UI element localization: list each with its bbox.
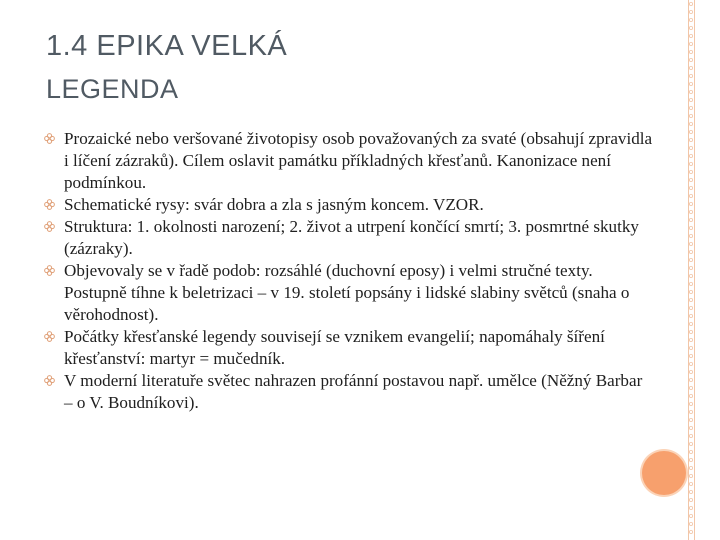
rail-dot bbox=[689, 26, 692, 29]
rail-dot bbox=[689, 226, 692, 229]
rail-dot bbox=[689, 354, 692, 357]
rail-dot bbox=[689, 394, 692, 397]
rail-dot bbox=[689, 314, 692, 317]
rail-dot bbox=[689, 58, 692, 61]
list-item bbox=[44, 216, 654, 260]
rail-dot bbox=[689, 474, 692, 477]
rail-dot bbox=[689, 410, 692, 413]
rail-dot bbox=[689, 186, 692, 189]
bullet-list bbox=[44, 128, 654, 414]
rail-dot bbox=[689, 490, 692, 493]
rail-dot bbox=[689, 458, 692, 461]
rail-dot bbox=[689, 530, 692, 533]
rail-dot bbox=[689, 66, 692, 69]
rail-dot bbox=[689, 170, 692, 173]
rail-dot bbox=[689, 434, 692, 437]
rail-dot bbox=[689, 146, 692, 149]
rail-dot bbox=[689, 242, 692, 245]
list-item bbox=[44, 128, 654, 194]
rail-dot bbox=[689, 322, 692, 325]
rail-dot bbox=[689, 82, 692, 85]
rail-dot bbox=[689, 274, 692, 277]
rail-dot bbox=[689, 498, 692, 501]
bullet-text: Prozaické nebo veršované životopisy osob považovaných za svaté (obsahují zpravidla i líčení zázraků). Cílem oslavit památku příkladných křesťanů. Kanonizace není podmínkou. bbox=[64, 129, 653, 192]
rail-dot bbox=[689, 386, 692, 389]
rail-dot bbox=[689, 90, 692, 93]
rail-dot bbox=[689, 346, 692, 349]
bullet-text: Počátky křesťanské legendy souvisejí se vznikem evangelií; napomáhaly šíření křesťanství: martyr = mučedník. bbox=[64, 327, 605, 368]
list-item bbox=[44, 326, 654, 370]
rail-dot bbox=[689, 306, 692, 309]
rail-dot bbox=[689, 418, 692, 421]
rail-dot bbox=[689, 98, 692, 101]
bullet-text: V moderní literatuře světec nahrazen profánní postavou např. umělce (Něžný Barbar – o V. Boudníkovi). bbox=[64, 371, 643, 412]
flower-bullet-icon bbox=[44, 199, 55, 210]
flower-bullet-icon bbox=[44, 265, 55, 276]
rail-dot bbox=[689, 202, 692, 205]
rail-dot bbox=[689, 250, 692, 253]
rail-dot bbox=[689, 482, 692, 485]
rail-dot bbox=[689, 114, 692, 117]
rail-dot bbox=[689, 466, 692, 469]
list-item bbox=[44, 194, 654, 216]
rail-dot bbox=[689, 42, 692, 45]
rail-dot bbox=[689, 162, 692, 165]
rail-dot bbox=[689, 154, 692, 157]
rail-dot bbox=[689, 450, 692, 453]
rail-dot bbox=[689, 522, 692, 525]
decorative-rail-dots bbox=[685, 0, 697, 540]
flower-bullet-icon bbox=[44, 331, 55, 342]
rail-dot bbox=[689, 194, 692, 197]
rail-dot bbox=[689, 74, 692, 77]
rail-dot bbox=[689, 282, 692, 285]
rail-dot bbox=[689, 106, 692, 109]
list-item bbox=[44, 370, 654, 414]
rail-dot bbox=[689, 506, 692, 509]
rail-dot bbox=[689, 266, 692, 269]
rail-dot bbox=[689, 298, 692, 301]
rail-dot bbox=[689, 34, 692, 37]
rail-dot bbox=[689, 258, 692, 261]
rail-dot bbox=[689, 338, 692, 341]
rail-dot bbox=[689, 178, 692, 181]
rail-dot bbox=[689, 330, 692, 333]
rail-dot bbox=[689, 370, 692, 373]
rail-dot bbox=[689, 122, 692, 125]
slide-title: 1.4 EPIKA VELKÁ bbox=[46, 30, 288, 62]
rail-dot bbox=[689, 210, 692, 213]
rail-dot bbox=[689, 362, 692, 365]
decorative-circle bbox=[642, 451, 686, 495]
rail-dot bbox=[689, 426, 692, 429]
bullet-text: Objevovaly se v řadě podob: rozsáhlé (duchovní eposy) i velmi stručné texty. Postupně tíhne k beletrizaci – v 19. století popsány i lidské slabiny světců (snaha o věrohodnost). bbox=[64, 261, 630, 324]
rail-dot bbox=[689, 138, 692, 141]
flower-bullet-icon bbox=[44, 221, 55, 232]
bullet-text: Struktura: 1. okolnosti narození; 2. život a utrpení končící smrtí; 3. posmrtné skutky (zázraky). bbox=[64, 217, 639, 258]
rail-dot bbox=[689, 442, 692, 445]
rail-dot bbox=[689, 402, 692, 405]
rail-dot bbox=[689, 378, 692, 381]
rail-dot bbox=[689, 290, 692, 293]
flower-bullet-icon bbox=[44, 133, 55, 144]
rail-dot bbox=[689, 50, 692, 53]
slide-subtitle: LEGENDA bbox=[46, 74, 179, 104]
rail-dot bbox=[689, 130, 692, 133]
rail-dot bbox=[689, 2, 692, 5]
bullet-text: Schematické rysy: svár dobra a zla s jasným koncem. VZOR. bbox=[64, 195, 484, 214]
rail-dot bbox=[689, 234, 692, 237]
rail-dot bbox=[689, 10, 692, 13]
flower-bullet-icon bbox=[44, 375, 55, 386]
rail-dot bbox=[689, 218, 692, 221]
list-item bbox=[44, 260, 654, 326]
rail-dot bbox=[689, 514, 692, 517]
rail-dot bbox=[689, 18, 692, 21]
